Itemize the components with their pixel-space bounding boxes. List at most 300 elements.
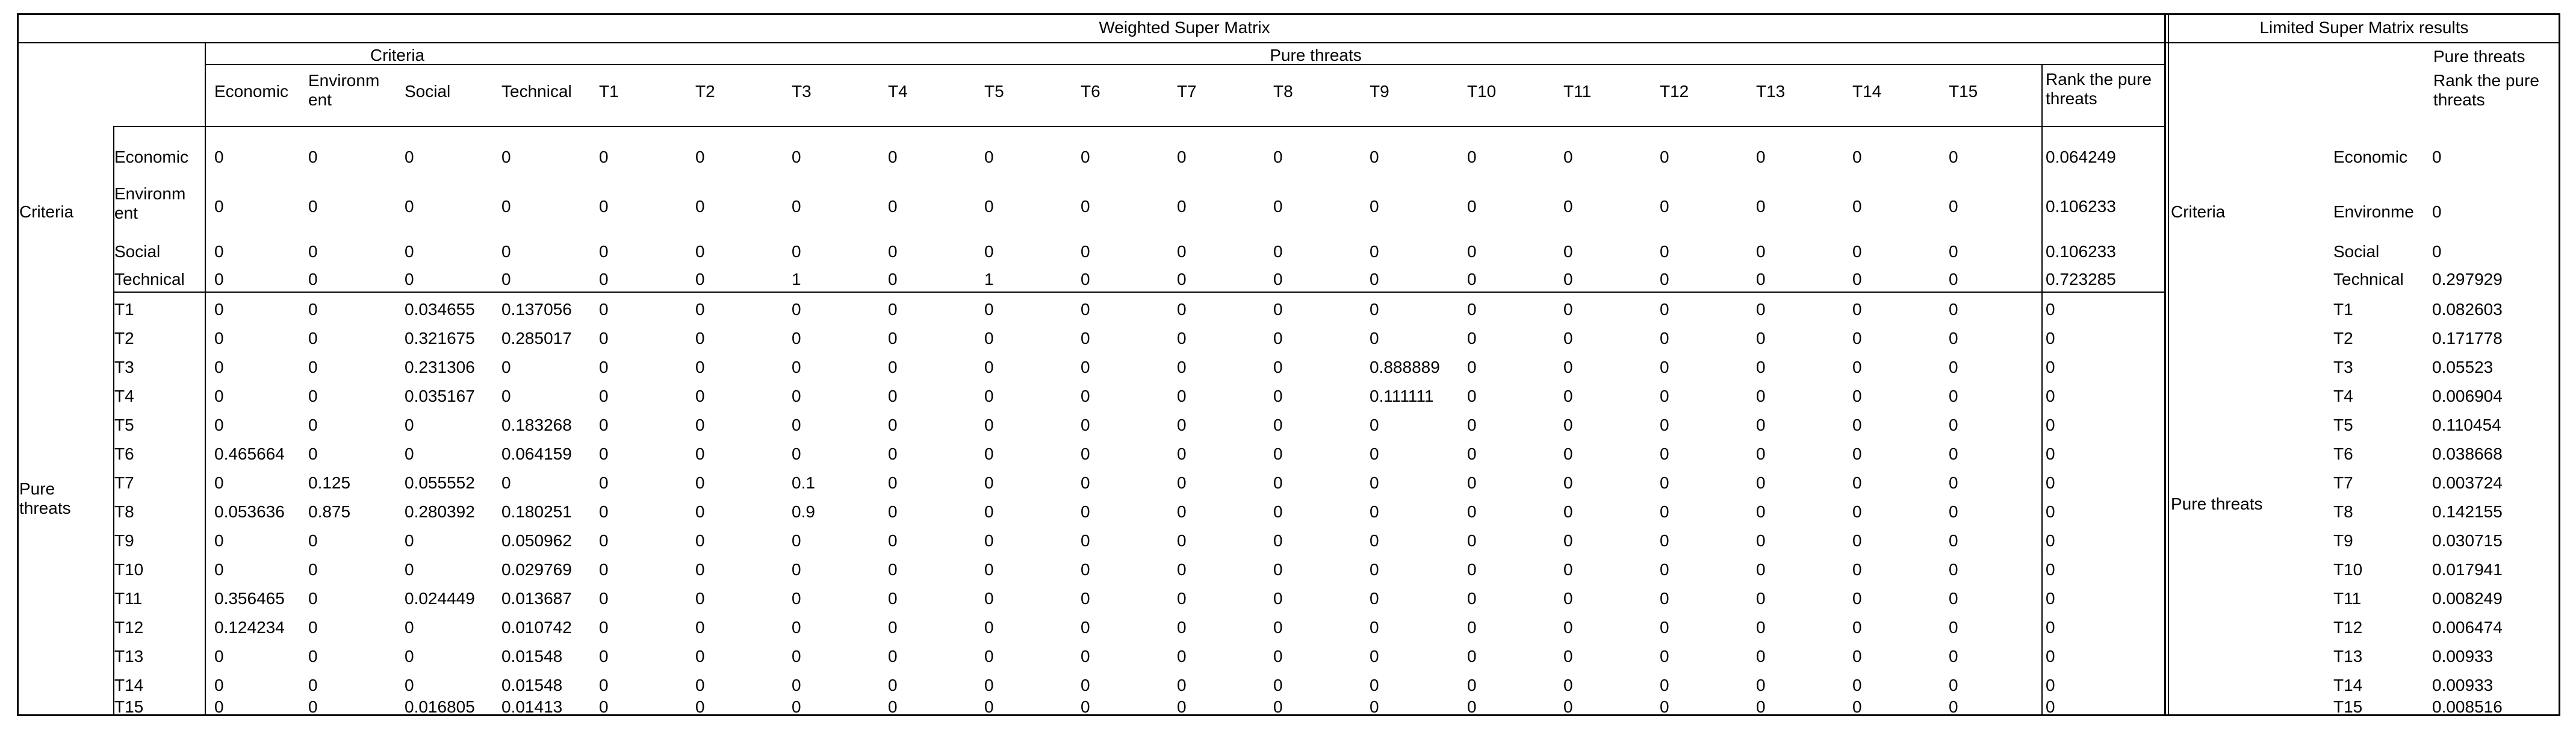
matrix-cell: 0	[1081, 444, 1090, 463]
matrix-cell: 0	[1756, 329, 1766, 348]
matrix-cell: 0	[1177, 329, 1187, 348]
matrix-cell: 0	[1949, 697, 1958, 716]
matrix-cell: 0	[984, 697, 994, 716]
matrix-cell: 0	[1273, 387, 1283, 405]
matrix-cell: 0.180251	[501, 502, 572, 521]
matrix-cell: 0	[1370, 531, 1379, 550]
matrix-cell: 0.055552	[405, 473, 475, 492]
matrix-cell: 0	[1563, 589, 1573, 608]
matrix-cell: 0	[1660, 676, 1669, 694]
column-header: T12	[1660, 82, 1689, 101]
matrix-cell: 0	[984, 647, 994, 666]
matrix-cell: 0	[792, 148, 801, 166]
matrix-cell: 0	[695, 560, 705, 579]
matrix-cell: 0	[1852, 300, 1862, 319]
matrix-cell: 0	[1081, 531, 1090, 550]
matrix-cell: 0	[1081, 560, 1090, 579]
matrix-cell: 0	[1660, 502, 1669, 521]
matrix-cell: 0	[888, 589, 898, 608]
matrix-cell: 0	[1081, 387, 1090, 405]
matrix-cell: 0	[1660, 329, 1669, 348]
matrix-cell: 0	[599, 444, 609, 463]
column-header: T2	[695, 82, 715, 101]
matrix-cell: 0	[695, 531, 705, 550]
matrix-cell: 0	[501, 270, 511, 288]
row-label: T6	[114, 444, 134, 463]
matrix-cell: 0	[1467, 502, 1477, 521]
matrix-cell: 0	[214, 473, 224, 492]
matrix-cell: 0	[599, 589, 609, 608]
matrix-cell: 0	[599, 560, 609, 579]
matrix-cell: 0	[1081, 502, 1090, 521]
matrix-cell: 0.125	[308, 473, 351, 492]
column-header: T3	[792, 82, 812, 101]
rank-cell: 0	[2046, 589, 2055, 608]
matrix-cell: 0	[1370, 242, 1379, 261]
matrix-cell: 0	[695, 358, 705, 376]
matrix-cell: 0	[1949, 416, 1958, 434]
rank-header: Rank the pure threats	[2046, 70, 2152, 108]
data-start-divider	[205, 42, 206, 716]
matrix-cell: 0	[1177, 473, 1187, 492]
row-label: T13	[114, 647, 144, 666]
header-criteria: Criteria	[370, 46, 425, 64]
limited-row-label: T12	[2333, 618, 2363, 637]
matrix-cell: 0	[695, 148, 705, 166]
left-border	[17, 13, 19, 716]
matrix-cell: 0	[405, 197, 414, 216]
rank-cell: 0	[2046, 444, 2055, 463]
matrix-cell: 0	[695, 473, 705, 492]
matrix-cell: 0	[1852, 676, 1862, 694]
row-label: Technical	[114, 270, 185, 288]
limited-header-rank: Rank the pure threats	[2433, 71, 2539, 109]
matrix-cell: 0	[1563, 358, 1573, 376]
matrix-cell: 0	[1081, 416, 1090, 434]
matrix-cell: 0	[1852, 502, 1862, 521]
matrix-cell: 0	[1081, 300, 1090, 319]
matrix-cell: 0	[1660, 589, 1669, 608]
rank-cell: 0	[2046, 329, 2055, 348]
matrix-cell: 0	[405, 531, 414, 550]
matrix-cell: 0	[1756, 697, 1766, 716]
matrix-cell: 0	[405, 676, 414, 694]
row-label: T15	[114, 697, 144, 716]
limited-group-pure-threats: Pure threats	[2171, 494, 2263, 513]
matrix-cell: 0	[1563, 502, 1573, 521]
matrix-cell: 0.321675	[405, 329, 475, 348]
matrix-cell: 0	[1081, 358, 1090, 376]
matrix-cell: 0.137056	[501, 300, 572, 319]
limited-row-label: T7	[2333, 473, 2353, 492]
matrix-cell: 0	[1563, 473, 1573, 492]
row-label: T11	[114, 589, 143, 608]
matrix-cell: 0	[1660, 444, 1669, 463]
row-label: T10	[114, 560, 144, 579]
matrix-cell: 0	[308, 270, 318, 288]
rank-cell: 0.106233	[2046, 197, 2116, 216]
matrix-cell: 0	[888, 676, 898, 694]
matrix-cell: 0	[1370, 647, 1379, 666]
column-header: Environm ent	[308, 71, 380, 109]
row-label: T4	[114, 387, 134, 405]
column-header: T7	[1177, 82, 1197, 101]
matrix-cell: 0	[214, 560, 224, 579]
matrix-cell: 0	[792, 676, 801, 694]
matrix-cell: 0	[1273, 697, 1283, 716]
header-pure-threats: Pure threats	[1270, 46, 1362, 64]
matrix-cell: 0	[1660, 531, 1669, 550]
matrix-cell: 0	[1756, 531, 1766, 550]
matrix-cell: 0	[1467, 300, 1477, 319]
matrix-cell: 0	[308, 197, 318, 216]
matrix-cell: 0	[695, 697, 705, 716]
limited-value: 0.171778	[2432, 329, 2503, 348]
matrix-cell: 0	[1563, 148, 1573, 166]
matrix-cell: 0	[1273, 242, 1283, 261]
rank-divider	[2041, 64, 2043, 716]
matrix-cell: 0	[1177, 416, 1187, 434]
matrix-cell: 0	[1370, 148, 1379, 166]
matrix-cell: 0	[308, 647, 318, 666]
limited-row-label: T14	[2333, 676, 2363, 694]
matrix-cell: 0	[308, 560, 318, 579]
matrix-cell: 0	[1852, 531, 1862, 550]
row-label: T8	[114, 502, 134, 521]
matrix-cell: 0	[1756, 148, 1766, 166]
matrix-cell: 0	[1467, 589, 1477, 608]
matrix-cell: 0	[1177, 148, 1187, 166]
matrix-cell: 0	[308, 531, 318, 550]
matrix-cell: 0	[1467, 531, 1477, 550]
matrix-cell: 0	[599, 697, 609, 716]
matrix-cell: 0.050962	[501, 531, 572, 550]
matrix-cell: 0	[1273, 676, 1283, 694]
rank-cell: 0.064249	[2046, 148, 2116, 166]
matrix-cell: 0	[792, 387, 801, 405]
matrix-cell: 0	[1177, 531, 1187, 550]
matrix-cell: 0	[599, 242, 609, 261]
matrix-cell: 0	[792, 560, 801, 579]
limited-value: 0.038668	[2432, 444, 2503, 463]
matrix-cell: 0	[599, 358, 609, 376]
limited-row-label: T2	[2333, 329, 2353, 348]
matrix-cell: 0	[405, 270, 414, 288]
column-header: Economic	[214, 82, 288, 101]
matrix-cell: 0	[888, 444, 898, 463]
limited-left-border-inner	[2168, 13, 2169, 716]
right-border	[2559, 13, 2560, 716]
matrix-cell: 0	[1660, 197, 1669, 216]
matrix-cell: 0	[1949, 300, 1958, 319]
matrix-cell: 0	[1852, 329, 1862, 348]
matrix-cell: 0	[1949, 197, 1958, 216]
matrix-cell: 0	[1370, 618, 1379, 637]
matrix-cell: 0	[1370, 502, 1379, 521]
matrix-cell: 0	[792, 589, 801, 608]
matrix-cell: 0	[1370, 197, 1379, 216]
matrix-cell: 0	[1273, 270, 1283, 288]
matrix-cell: 0	[1756, 560, 1766, 579]
matrix-cell: 0	[1273, 560, 1283, 579]
matrix-cell: 0	[308, 329, 318, 348]
matrix-cell: 0	[1467, 358, 1477, 376]
row-label: T12	[114, 618, 144, 637]
limited-row-label: T4	[2333, 387, 2353, 405]
matrix-cell: 0	[1852, 197, 1862, 216]
rank-cell: 0.106233	[2046, 242, 2116, 261]
matrix-cell: 0	[1756, 358, 1766, 376]
matrix-cell: 0.035167	[405, 387, 475, 405]
matrix-cell: 0	[792, 697, 801, 716]
matrix-cell: 0	[1756, 502, 1766, 521]
matrix-cell: 0	[1177, 300, 1187, 319]
limited-value: 0.00933	[2432, 647, 2494, 666]
matrix-cell: 0	[1660, 697, 1669, 716]
matrix-cell: 0	[1756, 473, 1766, 492]
matrix-cell: 0	[405, 444, 414, 463]
column-header: T9	[1370, 82, 1389, 101]
matrix-cell: 0	[695, 416, 705, 434]
matrix-cell: 0	[214, 416, 224, 434]
matrix-cell: 0	[695, 589, 705, 608]
matrix-cell: 0	[984, 589, 994, 608]
matrix-cell: 0	[1563, 697, 1573, 716]
matrix-cell: 0	[792, 416, 801, 434]
matrix-cell: 0	[1467, 444, 1477, 463]
matrix-cell: 0	[1660, 560, 1669, 579]
matrix-cell: 0	[888, 647, 898, 666]
matrix-cell: 0	[1949, 502, 1958, 521]
matrix-cell: 0	[888, 387, 898, 405]
matrix-cell: 0	[1370, 560, 1379, 579]
matrix-cell: 0	[1273, 531, 1283, 550]
matrix-cell: 0	[1563, 676, 1573, 694]
matrix-cell: 0	[888, 358, 898, 376]
matrix-cell: 0	[1273, 300, 1283, 319]
rank-cell: 0	[2046, 697, 2055, 716]
row-label: T2	[114, 329, 134, 348]
group-label-criteria: Criteria	[19, 202, 74, 221]
matrix-cell: 0	[308, 697, 318, 716]
group-label-pure-threats: Pure threats	[19, 479, 71, 517]
matrix-cell: 0	[1467, 416, 1477, 434]
limited-row-label: T8	[2333, 502, 2353, 521]
row-label: Social	[114, 242, 161, 261]
matrix-cell: 0.064159	[501, 444, 572, 463]
column-header: T6	[1081, 82, 1100, 101]
rank-cell: 0	[2046, 387, 2055, 405]
matrix-cell: 0	[1756, 300, 1766, 319]
matrix-cell: 0	[1756, 242, 1766, 261]
matrix-cell: 0	[1852, 242, 1862, 261]
matrix-cell: 0	[599, 473, 609, 492]
matrix-cell: 0	[1273, 618, 1283, 637]
matrix-cell: 0	[695, 387, 705, 405]
matrix-cell: 0	[405, 647, 414, 666]
limited-left-border	[2164, 13, 2166, 716]
matrix-cell: 0	[1467, 618, 1477, 637]
limited-value: 0.297929	[2432, 270, 2503, 288]
limited-row-label: T6	[2333, 444, 2353, 463]
row-label: Economic	[114, 148, 188, 166]
limited-value: 0.00933	[2432, 676, 2494, 694]
matrix-cell: 0	[1081, 270, 1090, 288]
matrix-cell: 0	[984, 387, 994, 405]
limited-value: 0.030715	[2432, 531, 2503, 550]
matrix-cell: 0	[792, 329, 801, 348]
matrix-cell: 0	[1370, 416, 1379, 434]
matrix-cell: 0	[1370, 300, 1379, 319]
matrix-cell: 0	[695, 618, 705, 637]
matrix-cell: 0.124234	[214, 618, 285, 637]
limited-row-label: T13	[2333, 647, 2363, 666]
matrix-cell: 0.034655	[405, 300, 475, 319]
rank-cell: 0	[2046, 416, 2055, 434]
matrix-cell: 0	[1467, 270, 1477, 288]
matrix-cell: 0	[501, 358, 511, 376]
matrix-cell: 0	[1467, 473, 1477, 492]
matrix-cell: 0.888889	[1370, 358, 1440, 376]
matrix-cell: 0	[1949, 148, 1958, 166]
limited-row-label: T5	[2333, 416, 2353, 434]
matrix-cell: 0	[214, 697, 224, 716]
limited-value: 0.05523	[2432, 358, 2494, 376]
matrix-cell: 0	[214, 647, 224, 666]
limited-value: 0.008249	[2432, 589, 2503, 608]
matrix-cell: 0	[599, 197, 609, 216]
matrix-cell: 0.111111	[1370, 387, 1434, 405]
matrix-cell: 0	[792, 647, 801, 666]
matrix-cell: 0	[1273, 197, 1283, 216]
matrix-cell: 0	[1467, 676, 1477, 694]
matrix-cell: 0	[792, 358, 801, 376]
row-label: T3	[114, 358, 134, 376]
matrix-cell: 0	[214, 300, 224, 319]
matrix-cell: 0	[1852, 270, 1862, 288]
weighted-matrix-title: Weighted Super Matrix	[1099, 18, 1270, 37]
row-label: T9	[114, 531, 134, 550]
matrix-cell: 0	[984, 300, 994, 319]
matrix-cell: 0	[1467, 387, 1477, 405]
matrix-cell: 0	[308, 358, 318, 376]
matrix-cell: 0	[1273, 329, 1283, 348]
matrix-cell: 0	[984, 242, 994, 261]
matrix-cell: 0	[888, 473, 898, 492]
matrix-cell: 0.013687	[501, 589, 572, 608]
matrix-cell: 0	[1756, 618, 1766, 637]
matrix-cell: 0	[1370, 444, 1379, 463]
column-header: T5	[984, 82, 1004, 101]
matrix-cell: 0	[1563, 387, 1573, 405]
matrix-cell: 0.465664	[214, 444, 285, 463]
matrix-cell: 0	[1949, 242, 1958, 261]
matrix-cell: 0	[695, 502, 705, 521]
matrix-cell: 0	[1756, 589, 1766, 608]
matrix-cell: 0	[599, 416, 609, 434]
matrix-cell: 0	[984, 329, 994, 348]
matrix-cell: 0	[1177, 358, 1187, 376]
matrix-cell: 0	[599, 329, 609, 348]
matrix-cell: 0	[1949, 270, 1958, 288]
matrix-cell: 0.053636	[214, 502, 285, 521]
limited-value: 0.142155	[2432, 502, 2503, 521]
matrix-cell: 0	[599, 676, 609, 694]
matrix-cell: 0	[1370, 589, 1379, 608]
matrix-cell: 0	[984, 358, 994, 376]
matrix-cell: 0	[1177, 647, 1187, 666]
matrix-cell: 0	[1660, 270, 1669, 288]
matrix-cell: 0	[1370, 697, 1379, 716]
matrix-cell: 0	[792, 444, 801, 463]
matrix-cell: 0	[1660, 416, 1669, 434]
matrix-cell: 0	[1852, 444, 1862, 463]
matrix-cell: 0	[405, 148, 414, 166]
matrix-cell: 0	[1949, 473, 1958, 492]
matrix-cell: 0	[308, 618, 318, 637]
matrix-cell: 0	[1852, 473, 1862, 492]
matrix-cell: 0	[1081, 473, 1090, 492]
matrix-cell: 0	[984, 197, 994, 216]
matrix-cell: 0	[1177, 242, 1187, 261]
matrix-cell: 0	[984, 560, 994, 579]
rank-cell: 0.723285	[2046, 270, 2116, 288]
row-label: T5	[114, 416, 134, 434]
limited-value: 0	[2432, 148, 2442, 166]
matrix-cell: 0	[308, 242, 318, 261]
matrix-cell: 0	[1563, 444, 1573, 463]
matrix-cell: 0	[1563, 197, 1573, 216]
matrix-cell: 1	[984, 270, 994, 288]
matrix-cell: 0	[984, 148, 994, 166]
column-header: T11	[1563, 82, 1592, 101]
limited-row-label: T3	[2333, 358, 2353, 376]
matrix-cell: 0	[1177, 618, 1187, 637]
column-header: T4	[888, 82, 908, 101]
matrix-cell: 0	[1273, 148, 1283, 166]
matrix-cell: 0	[405, 416, 414, 434]
matrix-cell: 0	[599, 618, 609, 637]
matrix-cell: 0	[1660, 148, 1669, 166]
limited-value: 0.006904	[2432, 387, 2503, 405]
limited-value: 0.017941	[2432, 560, 2503, 579]
matrix-cell: 0	[214, 531, 224, 550]
matrix-cell: 0	[599, 300, 609, 319]
row-label: Environm ent	[114, 184, 186, 222]
matrix-cell: 0	[1467, 329, 1477, 348]
matrix-cell: 0	[1949, 676, 1958, 694]
matrix-cell: 0	[308, 676, 318, 694]
matrix-cell: 0	[1081, 618, 1090, 637]
matrix-cell: 0	[695, 676, 705, 694]
matrix-cell: 0	[1370, 473, 1379, 492]
matrix-cell: 0	[214, 676, 224, 694]
limited-row-label: T11	[2333, 589, 2362, 608]
matrix-cell: 0.010742	[501, 618, 572, 637]
limited-value: 0.003724	[2432, 473, 2503, 492]
matrix-cell: 0.01548	[501, 647, 563, 666]
matrix-cell: 0	[888, 697, 898, 716]
matrix-cell: 0	[308, 416, 318, 434]
rank-cell: 0	[2046, 300, 2055, 319]
matrix-cell: 0	[1756, 444, 1766, 463]
matrix-cell: 0	[1273, 473, 1283, 492]
limited-row-label: T10	[2333, 560, 2363, 579]
matrix-cell: 0	[1273, 358, 1283, 376]
matrix-cell: 0	[1852, 647, 1862, 666]
matrix-cell: 0	[695, 329, 705, 348]
matrix-cell: 0	[501, 148, 511, 166]
